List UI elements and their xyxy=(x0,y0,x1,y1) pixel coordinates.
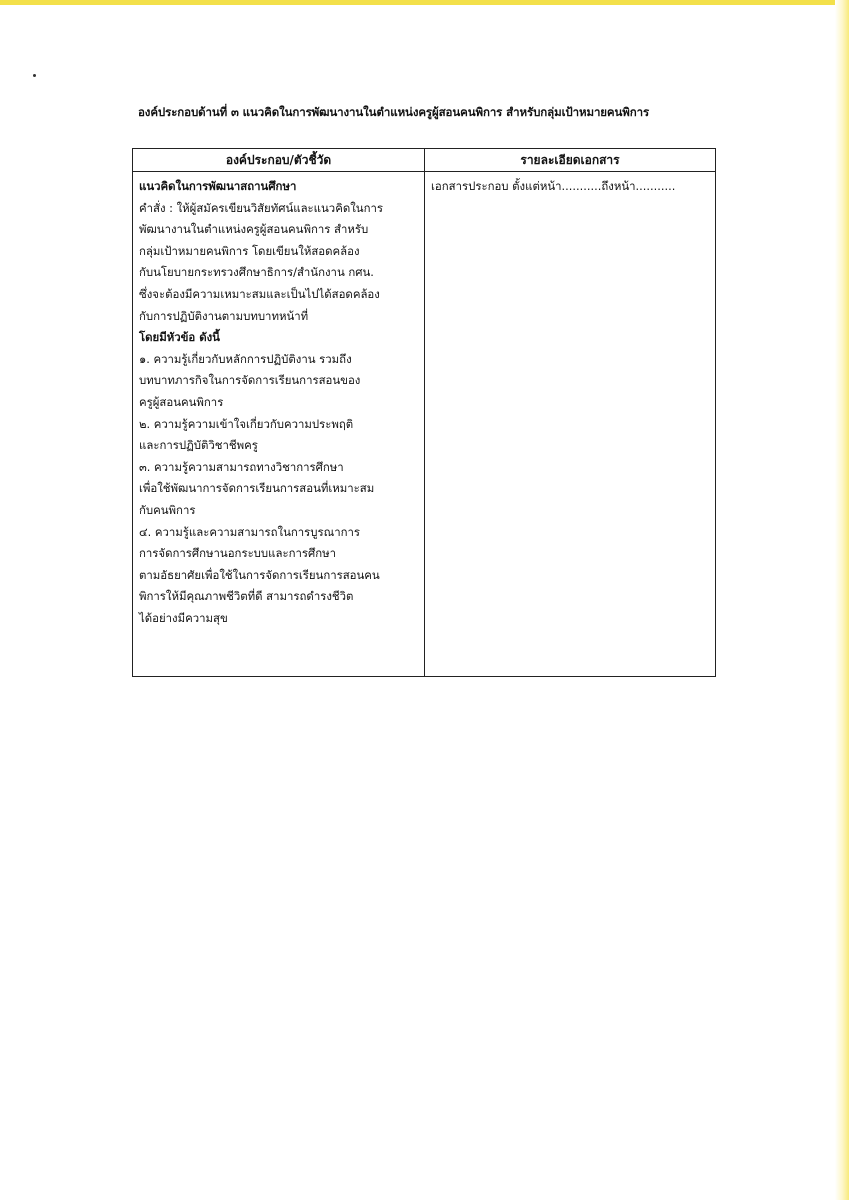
text-line: กับนโยบายกระทรวงศึกษาธิการ/สำนักงาน กศน. xyxy=(139,265,374,280)
text-line: เพื่อใช้พัฒนาการจัดการเรียนการสอนที่เหมาะสม xyxy=(139,481,375,496)
header-document-details: รายละเอียดเอกสาร xyxy=(425,149,716,172)
header-component-indicator: องค์ประกอบ/ตัวชี้วัด xyxy=(133,149,425,172)
text-line: ตามอัธยาศัยเพื่อใช้ในการจัดการเรียนการสอนคน xyxy=(139,567,380,582)
text-line: ครูผู้สอนคนพิการ xyxy=(139,394,224,409)
text-line: และการปฏิบัติวิชาชีพครู xyxy=(139,438,258,453)
text-line: คำสั่ง : ให้ผู้สมัครเขียนวิสัยทัศน์และแนวคิดในการ xyxy=(139,200,383,215)
text-line: กับการปฏิบัติงานตามบทบาทหน้าที่ xyxy=(139,308,309,323)
text-line: กับคนพิการ xyxy=(139,502,196,517)
criteria-table xyxy=(132,148,716,677)
text-line: บทบาทภารกิจในการจัดการเรียนการสอนของ xyxy=(139,373,361,388)
text-line: ได้อย่างมีความสุข xyxy=(139,610,228,625)
text-line: พิการให้มีคุณภาพชีวิตที่ดี สามารถดำรงชีวิต xyxy=(139,589,354,604)
text-line: ๔. ความรู้และความสามารถในการบูรณาการ xyxy=(139,524,361,539)
document-reference-cell xyxy=(425,172,716,677)
scan-right-edge xyxy=(835,0,849,1200)
text-line: กลุ่มเป้าหมายคนพิการ โดยเขียนให้สอดคล้อง xyxy=(139,243,360,258)
text-line: การจัดการศึกษานอกระบบและการศึกษา xyxy=(139,546,337,561)
component-description-cell xyxy=(133,172,425,677)
table-header-row xyxy=(133,149,716,172)
section-heading: แนวคิดในการพัฒนาสถานศึกษา xyxy=(139,179,297,193)
text-line: ๓. ความรู้ความสามารถทางวิชาการศึกษา xyxy=(139,459,344,474)
text-line: ซึ่งจะต้องมีความเหมาะสมและเป็นไปได้สอดคล้อง xyxy=(139,286,380,301)
topics-heading: โดยมีหัวข้อ ดังนี้ xyxy=(139,330,220,345)
scan-speck xyxy=(33,74,36,77)
text-line: พัฒนางานในตำแหน่งครูผู้สอนคนพิการ สำหรับ xyxy=(139,222,369,237)
document-page-range: เอกสารประกอบ ตั้งแต่หน้า...........ถึงหน้า........... xyxy=(431,179,676,193)
scan-top-edge xyxy=(0,0,849,5)
text-line: ๒. ความรู้ความเข้าใจเกี่ยวกับความประพฤติ xyxy=(139,416,354,431)
page-title: องค์ประกอบด้านที่ ๓ แนวคิดในการพัฒนางานในตำแหน่งครูผู้สอนคนพิการ สำหรับกลุ่มเป้าหมายคนพิการ xyxy=(138,105,650,119)
text-line: ๑. ความรู้เกี่ยวกับหลักการปฏิบัติงาน รวมถึง xyxy=(139,351,352,366)
table-row xyxy=(133,172,716,677)
